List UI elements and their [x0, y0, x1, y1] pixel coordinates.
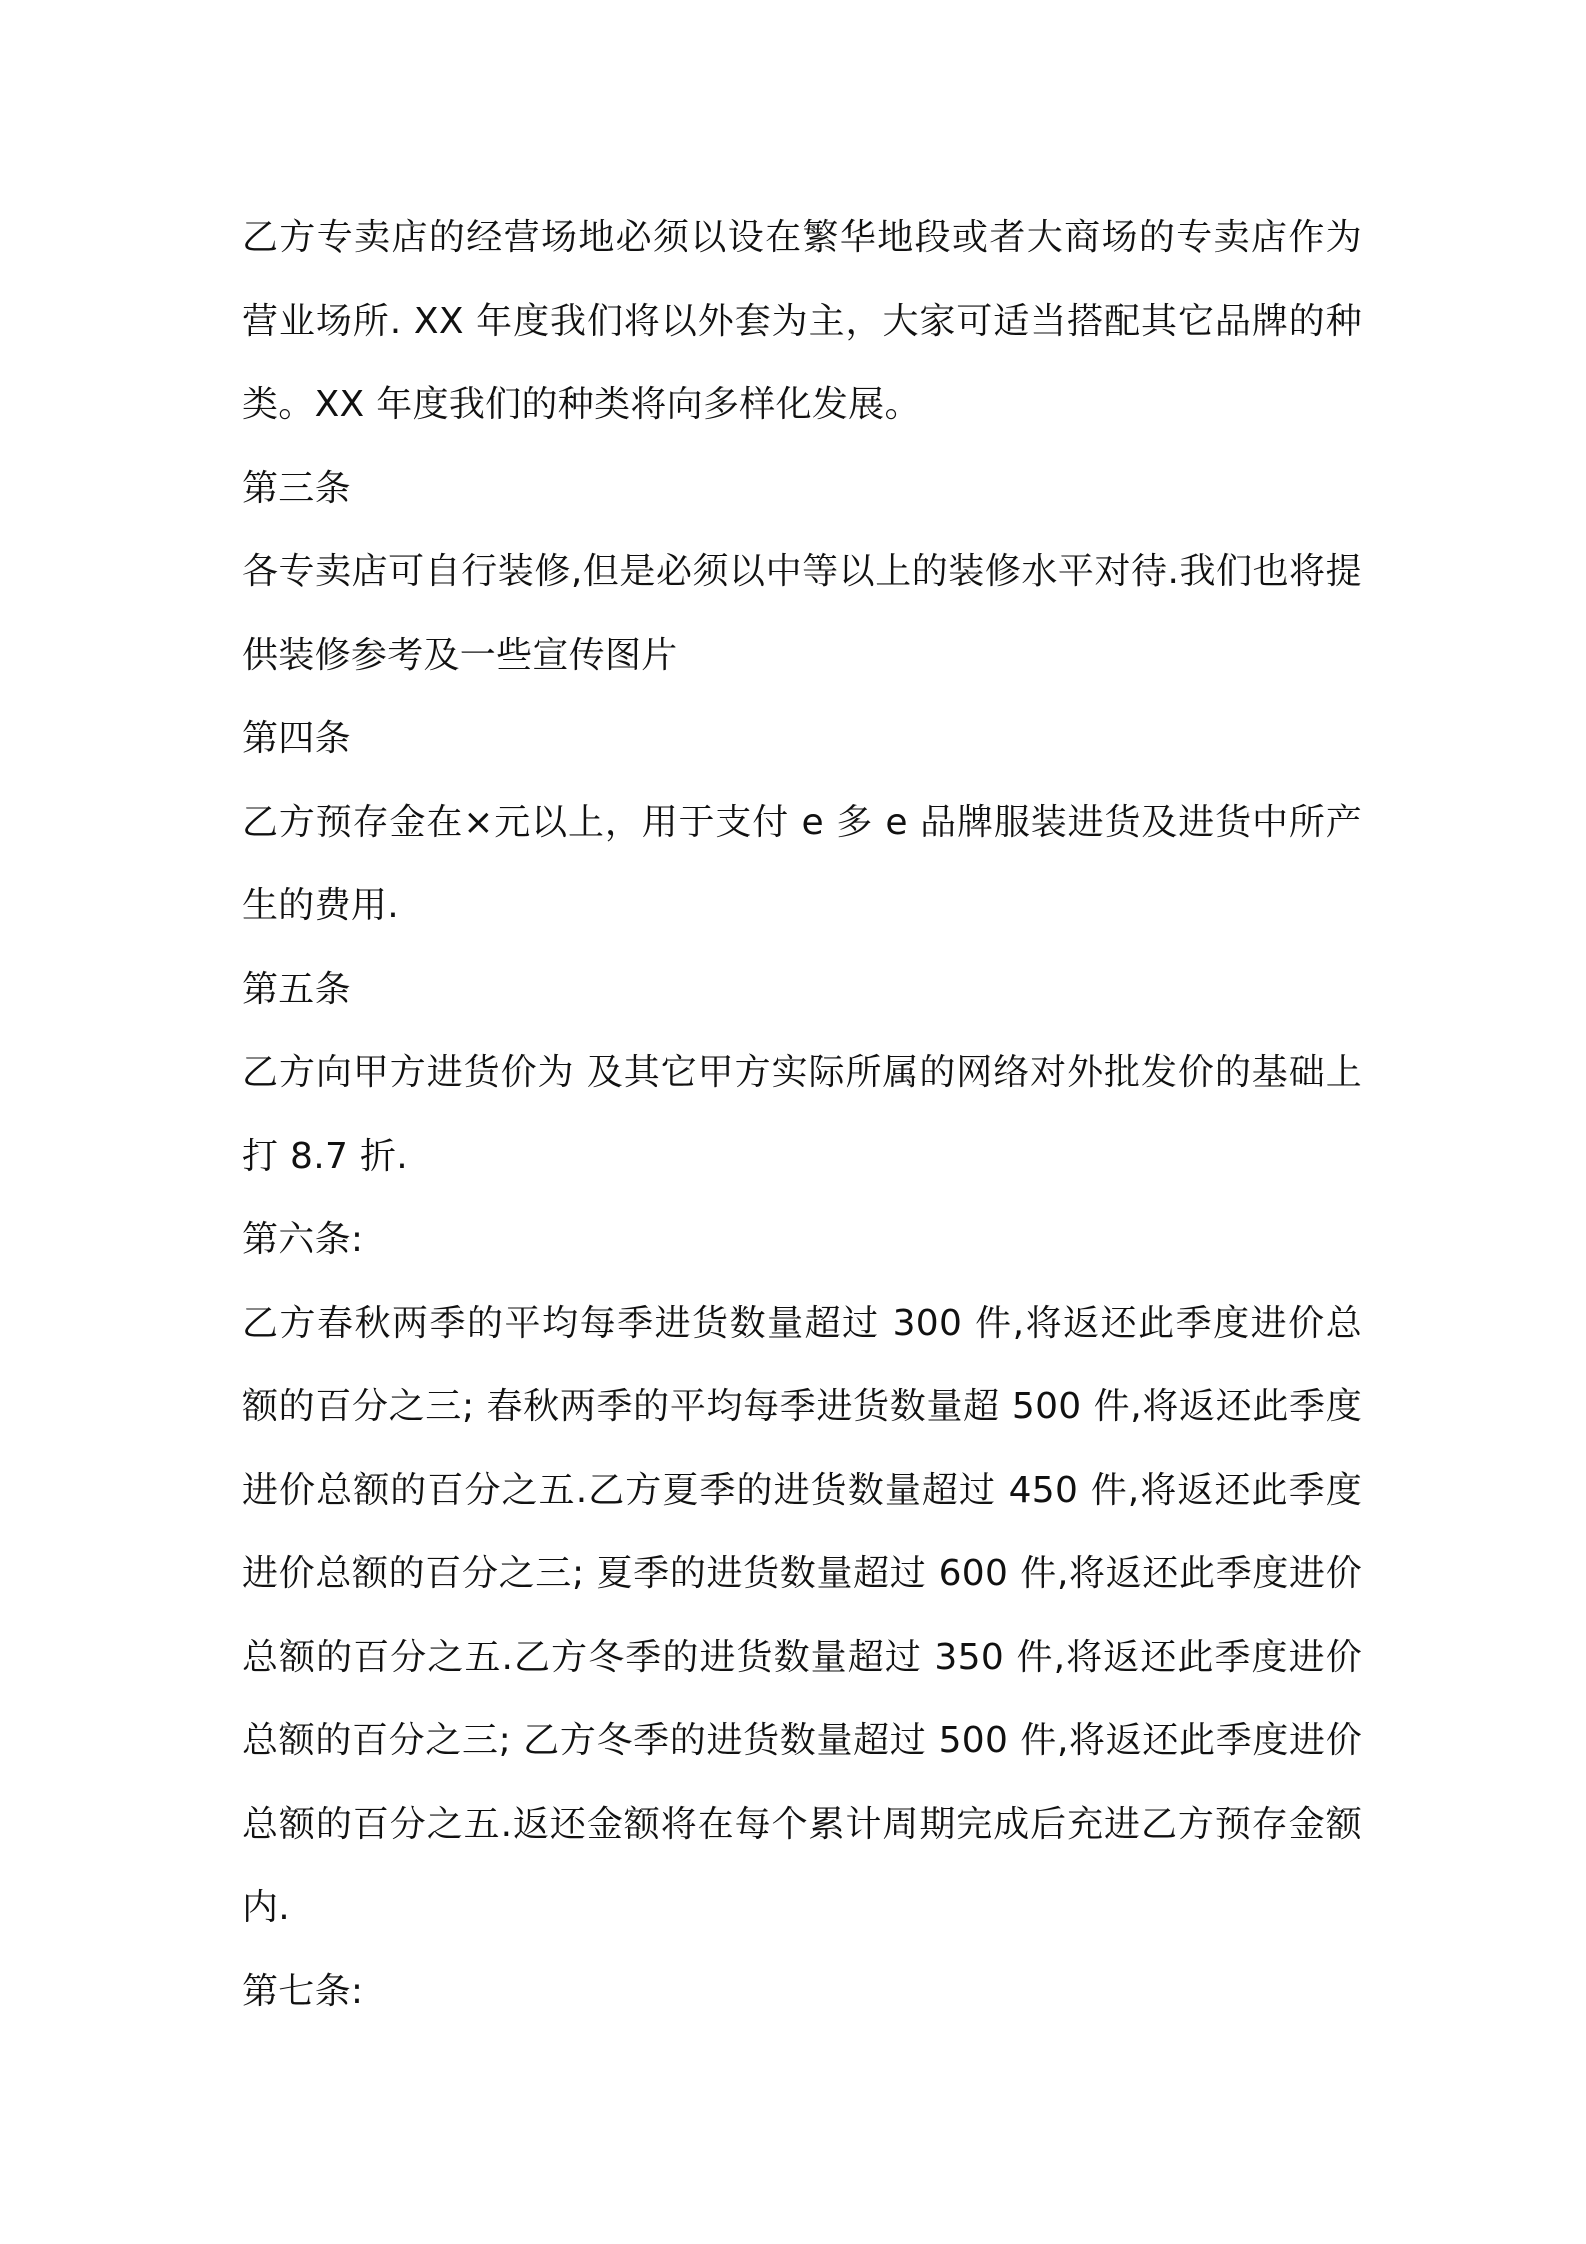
- article-3-heading: 第三条: [242, 467, 351, 509]
- paragraph-store-premises: 乙方专卖店的经营场地必须以设在繁华地段或者大商场的专卖店作为营业场所. XX 年度我们将以外套为主，大家可适当搭配其它品牌的种类。XX 年度我们的种类将向多样化发展。: [242, 217, 1362, 425]
- article-5-body: 乙方向甲方进货价为 及其它甲方实际所属的网络对外批发价的基础上打 8.7 折.: [242, 1052, 1362, 1177]
- article-6-body: 乙方春秋两季的平均每季进货数量超过 300 件,将返还此季度进价总额的百分之三; 春秋两季的平均每季进货数量超 500 件,将返还此季度进价总额的百分之五.乙方夏季的进货数量超过 450 件,将返还此季度进价总额的百分之三; 夏季的进货数量超过 600 件,将返还此季度进价总额的百分之五.乙方冬季的进货数量超过 350 件,将返还此季度进价总额的百分之三; 乙方冬季的进货数量超过 500 件,将返还此季度进价总额的百分之五.返还金额将在每个累计周期完成后充进乙方预存金额内.: [242, 1302, 1362, 1928]
- article-3-body: 各专卖店可自行装修,但是必须以中等以上的装修水平对待.我们也将提供装修参考及一些宣传图片: [242, 551, 1362, 676]
- article-5-heading: 第五条: [242, 968, 351, 1010]
- article-6-heading: 第六条:: [242, 1219, 364, 1260]
- article-7-heading: 第七条:: [242, 1970, 364, 2012]
- document-body: [242, 196, 1362, 2033]
- article-4-body: 乙方预存金在×元以上，用于支付 e 多 e 品牌服装进货及进货中所产生的费用.: [242, 801, 1362, 926]
- article-4-heading: 第四条: [242, 718, 351, 759]
